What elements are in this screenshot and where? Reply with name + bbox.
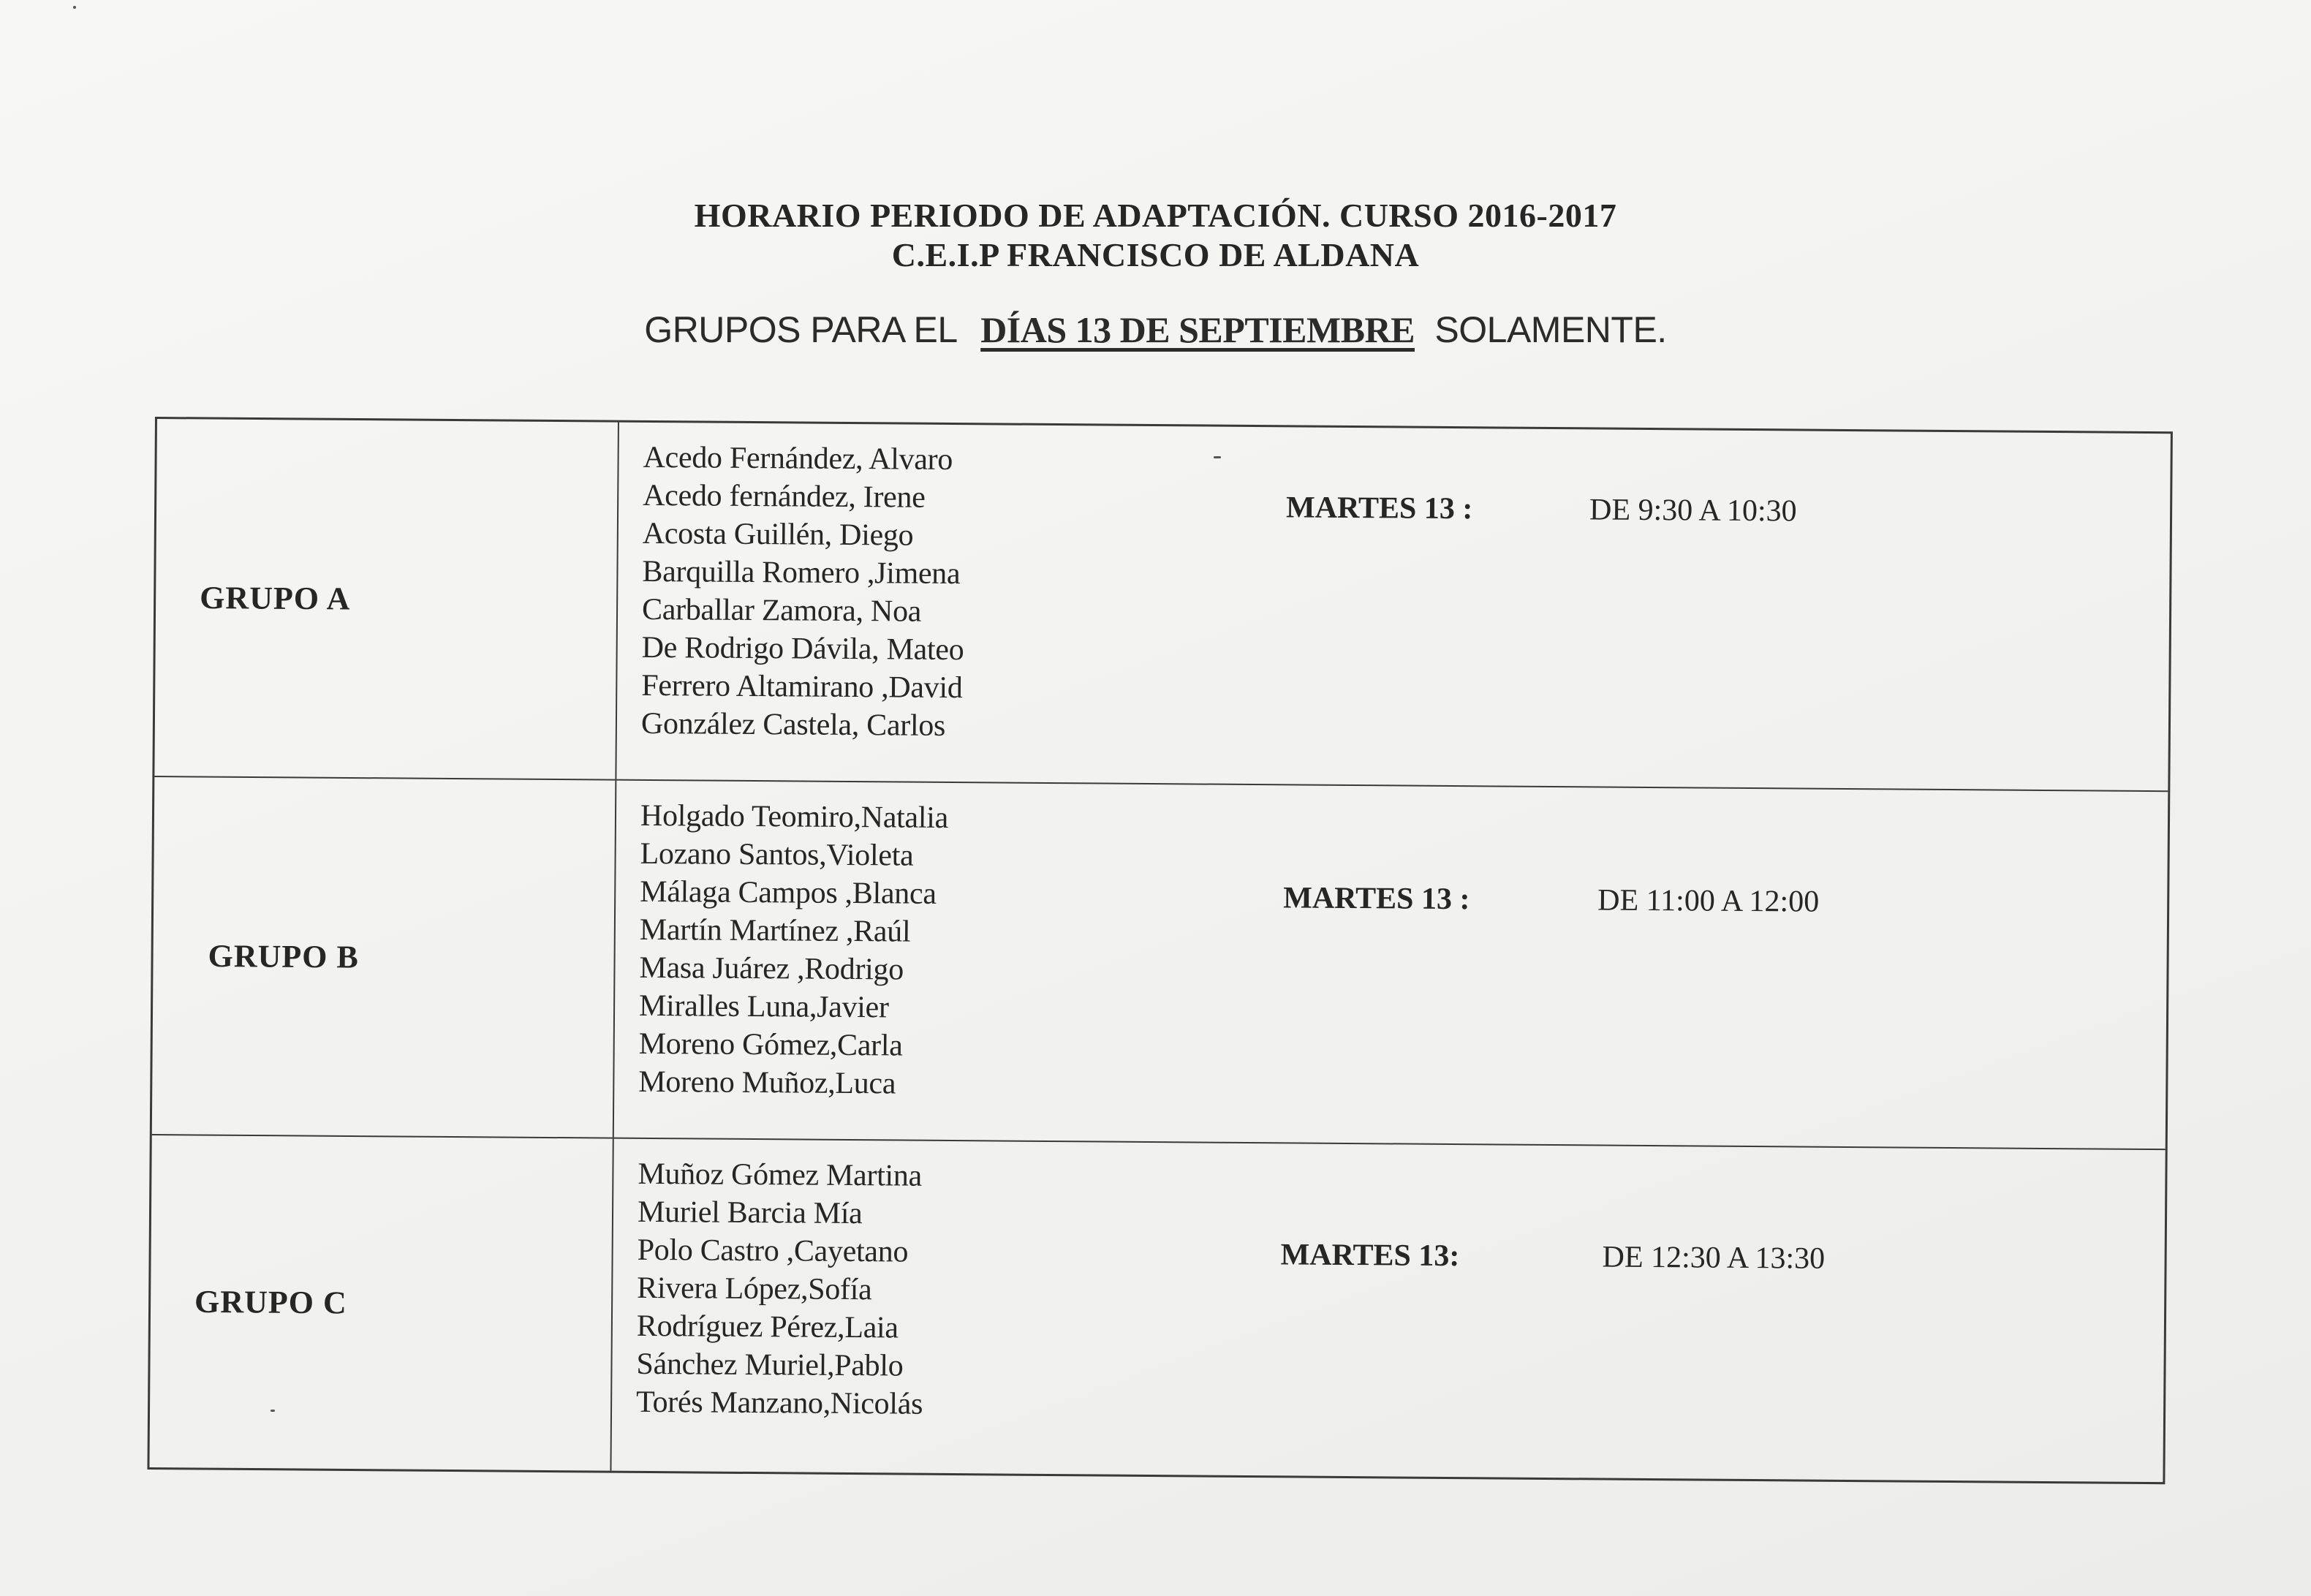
student-name: Holgado Teomiro,Natalia <box>640 798 949 835</box>
student-name: Miralles Luna,Javier <box>638 988 889 1025</box>
column-divider <box>610 1139 613 1471</box>
student-name: Masa Juárez ,Rodrigo <box>639 950 904 987</box>
subtitle-date: DÍAS 13 DE SEPTIEMBRE <box>980 309 1415 350</box>
student-name: Torés Manzano,Nicolás <box>635 1385 923 1421</box>
student-name: Lozano Santos,Violeta <box>640 836 914 873</box>
student-list <box>636 1155 925 1423</box>
student-list <box>641 439 966 745</box>
student-name: Acosta Guillén, Diego <box>642 516 914 553</box>
group-name: GRUPO B <box>208 938 360 975</box>
group-name: GRUPO A <box>200 579 351 617</box>
student-name: Moreno Gómez,Carla <box>638 1026 903 1063</box>
student-name: Muñoz Gómez Martina <box>638 1157 923 1193</box>
column-divider <box>615 423 619 779</box>
paper-speck <box>73 6 76 9</box>
session-time: DE 9:30 A 10:30 <box>1589 493 1797 529</box>
paper-speck <box>271 1410 275 1412</box>
student-list <box>638 797 948 1103</box>
student-name: Martín Martínez ,Raúl <box>639 912 911 949</box>
session-time: DE 11:00 A 12:00 <box>1597 883 1820 919</box>
session-day: MARTES 13 : <box>1285 491 1473 526</box>
group-row-a <box>154 419 2171 792</box>
student-name: Polo Castro ,Cayetano <box>637 1233 909 1269</box>
student-name: Acedo Fernández, Alvaro <box>643 440 953 477</box>
student-name: De Rodrigo Dávila, Mateo <box>641 630 964 667</box>
student-name: Sánchez Muriel,Pablo <box>636 1347 904 1383</box>
student-name: Muriel Barcia Mía <box>637 1195 863 1231</box>
document-title: HORARIO PERIODO DE ADAPTACIÓN. CURSO 2016-2017 <box>694 197 1617 234</box>
student-name: Barquilla Romero ,Jimena <box>642 554 961 591</box>
subtitle <box>0 309 2311 351</box>
group-name: GRUPO C <box>194 1283 347 1321</box>
schedule-table <box>147 417 2172 1484</box>
paper-speck <box>1214 456 1221 458</box>
subtitle-suffix: SOLAMENTE. <box>1434 309 1667 350</box>
column-divider <box>613 781 617 1138</box>
student-name: Rodríguez Pérez,Laia <box>636 1309 899 1345</box>
group-row-c <box>149 1135 2165 1482</box>
group-row-b <box>152 777 2168 1150</box>
subtitle-prefix: GRUPOS PARA EL <box>644 309 956 350</box>
session-day: MARTES 13 : <box>1283 881 1470 917</box>
student-name: Ferrero Altamirano ,David <box>641 668 963 706</box>
student-name: Carballar Zamora, Noa <box>641 592 922 629</box>
school-name: C.E.I.P FRANCISCO DE ALDANA <box>891 236 1420 273</box>
student-name: Málaga Campos ,Blanca <box>640 874 937 911</box>
student-name: Rivera López,Sofía <box>637 1271 872 1307</box>
student-name: González Castela, Carlos <box>640 706 946 743</box>
student-name: Acedo fernández, Irene <box>643 478 926 515</box>
session-time: DE 12:30 A 13:30 <box>1602 1240 1826 1276</box>
session-day: MARTES 13: <box>1280 1238 1460 1274</box>
student-name: Moreno Muñoz,Luca <box>638 1064 896 1101</box>
